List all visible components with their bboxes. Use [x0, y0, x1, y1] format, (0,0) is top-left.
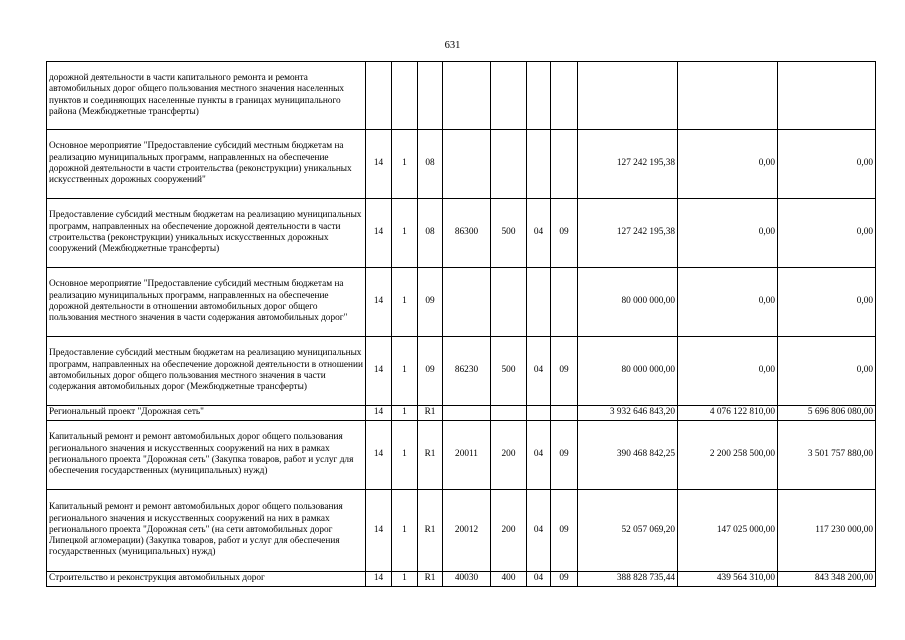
table-row	[47, 572, 876, 587]
code-cell: 08	[418, 130, 443, 199]
code-cell: 04	[527, 421, 551, 490]
code-cell: 20012	[443, 490, 491, 572]
code-cell: 09	[551, 572, 578, 587]
code-cell: 08	[418, 199, 443, 268]
amount-cell: 2 200 258 500,00	[678, 421, 778, 490]
code-cell: 1	[392, 421, 418, 490]
code-cell: 40030	[443, 572, 491, 587]
code-cell: 09	[418, 268, 443, 337]
code-cell: 14	[366, 572, 392, 587]
row-description: Строительство и реконструкция автомобильных дорог	[47, 572, 366, 587]
code-cell: 09	[551, 199, 578, 268]
code-cell	[418, 62, 443, 130]
code-cell: 1	[392, 130, 418, 199]
amount-cell: 0,00	[778, 337, 876, 406]
code-cell: 20011	[443, 421, 491, 490]
code-cell	[491, 268, 527, 337]
code-cell	[527, 130, 551, 199]
code-cell	[551, 268, 578, 337]
code-cell: 09	[551, 490, 578, 572]
amount-cell: 439 564 310,00	[678, 572, 778, 587]
code-cell: 400	[491, 572, 527, 587]
row-description: Региональный проект "Дорожная сеть"	[47, 406, 366, 421]
amount-cell: 4 076 122 810,00	[678, 406, 778, 421]
code-cell	[491, 62, 527, 130]
code-cell: 1	[392, 199, 418, 268]
code-cell: 04	[527, 199, 551, 268]
code-cell	[443, 62, 491, 130]
amount-cell: 0,00	[778, 268, 876, 337]
amount-cell: 147 025 000,00	[678, 490, 778, 572]
code-cell	[551, 130, 578, 199]
amount-cell: 127 242 195,38	[578, 199, 678, 268]
amount-cell: 5 696 806 080,00	[778, 406, 876, 421]
table-row	[47, 268, 876, 337]
code-cell	[491, 130, 527, 199]
amount-cell: 80 000 000,00	[578, 337, 678, 406]
code-cell: 04	[527, 490, 551, 572]
code-cell: 14	[366, 337, 392, 406]
code-cell: 200	[491, 490, 527, 572]
amount-cell: 390 468 842,25	[578, 421, 678, 490]
page-number: 631	[444, 40, 461, 51]
code-cell: 200	[491, 421, 527, 490]
code-cell: 86230	[443, 337, 491, 406]
code-cell: 86300	[443, 199, 491, 268]
amount-cell: 843 348 200,00	[778, 572, 876, 587]
code-cell: 1	[392, 490, 418, 572]
amount-cell: 0,00	[778, 199, 876, 268]
amount-cell: 0,00	[778, 130, 876, 199]
code-cell: 1	[392, 406, 418, 421]
table-row	[47, 62, 876, 130]
amount-cell: 117 230 000,00	[778, 490, 876, 572]
code-cell	[443, 268, 491, 337]
budget-table	[46, 61, 876, 587]
code-cell: 14	[366, 421, 392, 490]
code-cell	[551, 406, 578, 421]
amount-cell: 3 932 646 843,20	[578, 406, 678, 421]
code-cell: 09	[418, 337, 443, 406]
table-row	[47, 337, 876, 406]
amount-cell: 52 057 069,20	[578, 490, 678, 572]
code-cell	[527, 62, 551, 130]
code-cell: 14	[366, 490, 392, 572]
code-cell: R1	[418, 490, 443, 572]
amount-cell: 388 828 735,44	[578, 572, 678, 587]
code-cell	[551, 62, 578, 130]
code-cell	[366, 62, 392, 130]
table-row	[47, 199, 876, 268]
amount-cell	[778, 62, 876, 130]
code-cell	[443, 406, 491, 421]
code-cell: 04	[527, 572, 551, 587]
code-cell: R1	[418, 421, 443, 490]
code-cell: 500	[491, 199, 527, 268]
amount-cell: 0,00	[678, 337, 778, 406]
amount-cell: 3 501 757 880,00	[778, 421, 876, 490]
code-cell	[527, 406, 551, 421]
amount-cell: 0,00	[678, 268, 778, 337]
amount-cell: 0,00	[678, 199, 778, 268]
code-cell: R1	[418, 572, 443, 587]
table-row	[47, 406, 876, 421]
code-cell: 09	[551, 421, 578, 490]
row-description: Основное мероприятие "Предоставление субсидий местным бюджетам на реализацию муниципальных программ, направленных на обеспечение дорожной деятельности в отношении автомобильных дорог общего пользования местного значения в части содержания автомобильных дорог"	[47, 268, 366, 337]
code-cell: 1	[392, 337, 418, 406]
code-cell: R1	[418, 406, 443, 421]
amount-cell	[678, 62, 778, 130]
row-description: Основное мероприятие "Предоставление субсидий местным бюджетам на реализацию муниципальных программ, направленных на обеспечение дорожной деятельности в части строительства (реконструкции) уникальных искусственных дорожных сооружений"	[47, 130, 366, 199]
code-cell	[392, 62, 418, 130]
code-cell: 14	[366, 130, 392, 199]
table-row	[47, 130, 876, 199]
row-description: дорожной деятельности в части капитального ремонта и ремонта автомобильных дорог общего пользования местного значения населенных пунктов и соединяющих населенные пункты в границах муниципального района (Межбюджетные трансферты)	[47, 62, 366, 130]
table-row	[47, 490, 876, 572]
code-cell	[527, 268, 551, 337]
row-description: Предоставление субсидий местным бюджетам на реализацию муниципальных программ, направленных на обеспечение дорожной деятельности в отношении автомобильных дорог общего пользования местного значения в части содержания автомобильных дорог (Межбюджетные трансферты)	[47, 337, 366, 406]
code-cell: 14	[366, 268, 392, 337]
row-description: Предоставление субсидий местным бюджетам на реализацию муниципальных программ, направленных на обеспечение дорожной деятельности в части строительства (реконструкции) уникальных искусственных дорожных сооружений (Межбюджетные трансферты)	[47, 199, 366, 268]
row-description: Капитальный ремонт и ремонт автомобильных дорог общего пользования регионального значения и искусственных сооружений на них в рамках регионального проекта "Дорожная сеть" (Закупка товаров, работ и услуг для обеспечения государственных (муниципальных) нужд)	[47, 421, 366, 490]
code-cell: 09	[551, 337, 578, 406]
code-cell	[491, 406, 527, 421]
code-cell	[443, 130, 491, 199]
amount-cell: 127 242 195,38	[578, 130, 678, 199]
code-cell: 1	[392, 268, 418, 337]
amount-cell: 0,00	[678, 130, 778, 199]
code-cell: 04	[527, 337, 551, 406]
code-cell: 14	[366, 406, 392, 421]
amount-cell	[578, 62, 678, 130]
row-description: Капитальный ремонт и ремонт автомобильных дорог общего пользования регионального значения и искусственных сооружений на них в рамках регионального проекта "Дорожная сеть" (на сети автомобильных дорог Липецкой агломерации) (Закупка товаров, работ и услуг для обеспечения государственных (муниципальных) нужд)	[47, 490, 366, 572]
code-cell: 500	[491, 337, 527, 406]
code-cell: 1	[392, 572, 418, 587]
table-row	[47, 421, 876, 490]
amount-cell: 80 000 000,00	[578, 268, 678, 337]
code-cell: 14	[366, 199, 392, 268]
